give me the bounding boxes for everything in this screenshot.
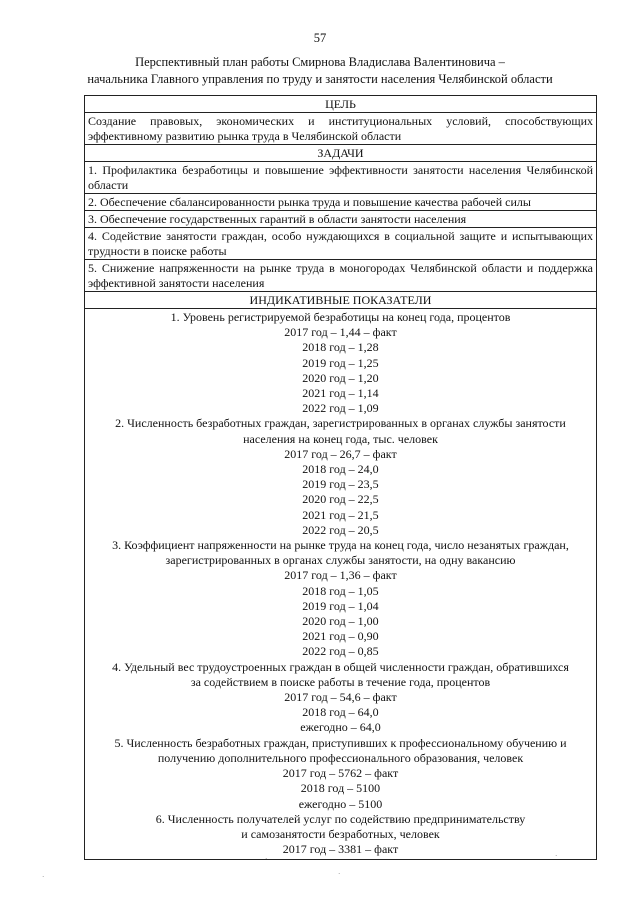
- indicator-name: и самозанятости безработных, человек: [241, 826, 440, 841]
- indicator-name: получению дополнительного профессионального образования, человек: [157, 750, 524, 765]
- indicator-name: 5. Численность безработных граждан, приступивших к профессиональному обучению и: [114, 735, 567, 750]
- indicator-value: 2020 год – 22,5: [302, 492, 379, 507]
- indicator-value: ежегодно – 5100: [298, 796, 383, 811]
- indicator-name: зарегистрированных в органах службы занятости, на одну вакансию: [165, 553, 516, 568]
- task-item: 3. Обеспечение государственных гарантий в области занятости населения: [85, 211, 596, 228]
- indicator-value: 2017 год – 1,36 – факт: [284, 568, 397, 583]
- indicator-value: 2017 год – 3381 – факт: [282, 842, 399, 857]
- indicator-name: 3. Коэффициент напряженности на рынке труда на конец года, число незанятых граждан,: [112, 538, 569, 553]
- indicators-header: ИНДИКАТИВНЫЕ ПОКАЗАТЕЛИ: [85, 292, 596, 309]
- indicator-value: 2018 год – 24,0: [302, 462, 379, 477]
- indicator-value: 2019 год – 1,04: [302, 598, 379, 613]
- scan-speck: ·: [42, 873, 45, 881]
- indicator-name: 6. Численность получателей услуг по содействию предпринимательству: [155, 811, 526, 826]
- scan-speck: ·: [265, 855, 268, 863]
- indicator-name: за содействием в поиске работы в течение года, процентов: [190, 674, 491, 689]
- document-title: [40, 54, 600, 88]
- indicator-value: 2019 год – 23,5: [302, 477, 379, 492]
- indicator-value: 2017 год – 5762 – факт: [282, 766, 399, 781]
- title-line-2: начальника Главного управления по труду и занятости населения Челябинской области: [87, 72, 553, 86]
- indicator-value: 2021 год – 1,14: [302, 386, 379, 401]
- task-item: 2. Обеспечение сбалансированности рынка труда и повышение качества рабочей силы: [85, 194, 596, 211]
- indicator-value: 2018 год – 1,28: [302, 340, 379, 355]
- indicator-value: 2018 год – 1,05: [302, 583, 379, 598]
- indicator-value: 2021 год – 21,5: [302, 507, 379, 522]
- indicator-value: 2017 год – 26,7 – факт: [284, 446, 397, 461]
- tasks-header: ЗАДАЧИ: [85, 145, 596, 162]
- indicator-value: 2022 год – 20,5: [302, 522, 379, 537]
- indicator-value: 2017 год – 54,6 – факт: [284, 690, 397, 705]
- scan-speck: ·: [338, 870, 341, 878]
- goal-header: ЦЕЛЬ: [85, 96, 596, 113]
- indicator-value: ежегодно – 64,0: [300, 720, 381, 735]
- indicator-value: 2017 год – 1,44 – факт: [284, 325, 397, 340]
- indicator-name: 4. Удельный вес трудоустроенных граждан в общей численности граждан, обратившихся: [112, 659, 569, 674]
- indicator-value: 2020 год – 1,00: [302, 614, 379, 629]
- indicator-value: 2019 год – 1,25: [302, 355, 379, 370]
- indicator-value: 2020 год – 1,20: [302, 370, 379, 385]
- indicator-name: 2. Численность безработных граждан, зарегистрированных в органах службы занятости: [115, 416, 566, 431]
- goal-text: Создание правовых, экономических и институциональных условий, способствующих эффективному развитию рынка труда в Челябинской области: [85, 113, 596, 145]
- indicator-value: 2022 год – 1,09: [302, 401, 379, 416]
- indicator-name: 1. Уровень регистрируемой безработицы на конец года, процентов: [170, 310, 511, 324]
- indicators-list: [85, 309, 596, 860]
- plan-table: [84, 95, 597, 860]
- indicator-name: населения на конец года, тыс. человек: [243, 431, 438, 446]
- task-item: 5. Снижение напряженности на рынке труда в моногородах Челябинской области и поддержка эффективной занятости населения: [85, 260, 596, 292]
- title-line-1: Перспективный план работы Смирнова Владислава Валентиновича –: [135, 55, 505, 69]
- indicator-value: 2022 год – 0,85: [302, 644, 379, 659]
- indicator-value: 2018 год – 64,0: [302, 705, 379, 720]
- indicator-value: 2021 год – 0,90: [302, 629, 379, 644]
- page-number: 57: [313, 31, 327, 45]
- scan-speck: ·: [555, 852, 558, 860]
- task-item: 4. Содействие занятости граждан, особо нуждающихся в социальной защите и испытывающих трудности в поиске работы: [85, 228, 596, 260]
- indicator-value: 2018 год – 5100: [300, 781, 381, 796]
- task-item: 1. Профилактика безработицы и повышение эффективности занятости населения Челябинской области: [85, 162, 596, 194]
